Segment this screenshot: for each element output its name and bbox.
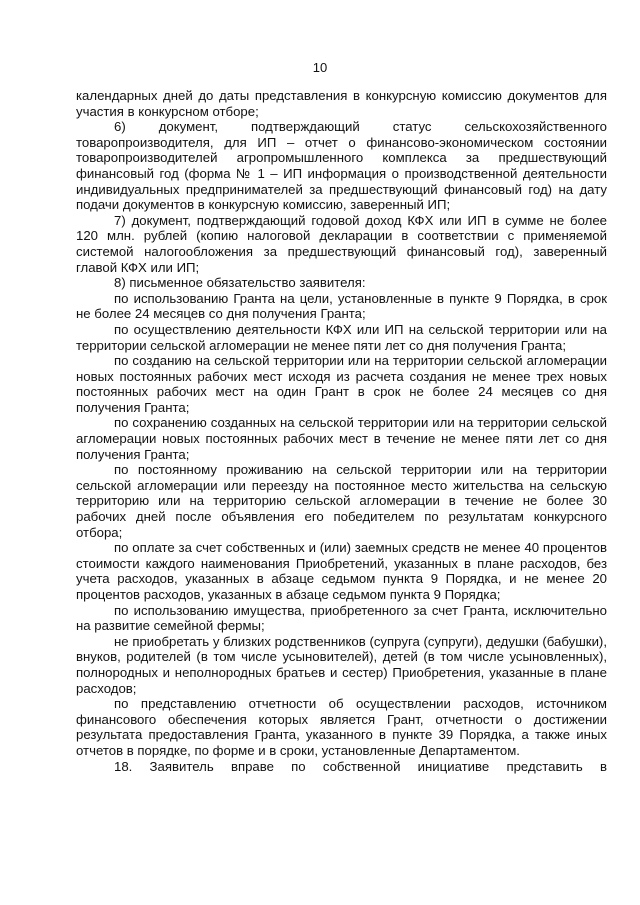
paragraph: не приобретать у близких родственников (супруга (супруги), дедушки (бабушки), внуков, родителей (в том числе усыновителей), детей (в том числе усыновленных), полнородных и неполнородных братьев и сестер) Приобретения, указанные в плане расходов;	[76, 633, 607, 696]
paragraph: по постоянному проживанию на сельской территории или на территории сельской агломерации или переезду на постоянное место жительства на сельскую территорию или на территорию сельской агломерации в течение не более 30 рабочих дней после объявления его победителем по результатам конкурсного отбора;	[76, 462, 607, 540]
paragraph: по оплате за счет собственных и (или) заемных средств не менее 40 процентов стоимости каждого наименования Приобретений, указанных в плане расходов, без учета расходов, указанных в абзаце седьмом пункта 9 Порядка, и не менее 20 процентов расходов, указанных в абзаце седьмом пункта 9 Порядка;	[76, 540, 607, 602]
paragraph: 8) письменное обязательство заявителя:	[114, 275, 366, 291]
paragraph: по осуществлению деятельности КФХ или ИП на сельской территории или на территории сельской агломерации не менее пяти лет со дня получения Гранта;	[76, 321, 607, 353]
document-body	[76, 88, 607, 774]
paragraph: по сохранению созданных на сельской территории или на территории сельской агломерации новых постоянных рабочих мест в течение не менее пяти лет со дня получения Гранта;	[76, 415, 607, 462]
paragraph: 6) документ, подтверждающий статус сельскохозяйственного товаропроизводителя, для ИП – отчет о финансово-экономическом состоянии товаропроизводителей агропромышленного комплекса за предшествующий финансовый год (форма № 1 – ИП информация о производственной деятельности индивидуальных предпринимателей за предшествующий финансовый год) на дату подачи документов в конкурсную комиссию, заверенный ИП;	[76, 119, 607, 213]
paragraph: 7) документ, подтверждающий годовой доход КФХ или ИП в сумме не более 120 млн. рублей (копию налоговой декларации в соответствии с применяемой системой налогообложения за предшествующий финансовый год), заверенный главой КФХ или ИП;	[76, 212, 607, 275]
page-number: 10	[312, 60, 328, 75]
paragraph: по созданию на сельской территории или на территории сельской агломерации новых постоянных рабочих мест исходя из расчета создания не менее трех новых постоянных рабочих мест на один Грант в срок не более 24 месяцев со дня получения Гранта;	[76, 353, 607, 415]
paragraph: по использованию Гранта на цели, установленные в пункте 9 Порядка, в срок не более 24 месяцев со дня получения Гранта;	[76, 290, 607, 322]
paragraph: по представлению отчетности об осуществлении расходов, источником финансового обеспечения которых является Грант, отчетности о достижении результата предоставления Гранта, указанного в пункте 39 Порядка, а также иных отчетов в порядке, по форме и в сроки, установленные Департаментом.	[76, 696, 607, 758]
paragraph: 18. Заявитель вправе по собственной инициативе представить в	[114, 758, 607, 774]
paragraph: по использованию имущества, приобретенного за счет Гранта, исключительно на развитие семейной фермы;	[76, 602, 607, 634]
paragraph: календарных дней до даты представления в конкурсную комиссию документов для участия в конкурсном отборе;	[76, 88, 607, 119]
